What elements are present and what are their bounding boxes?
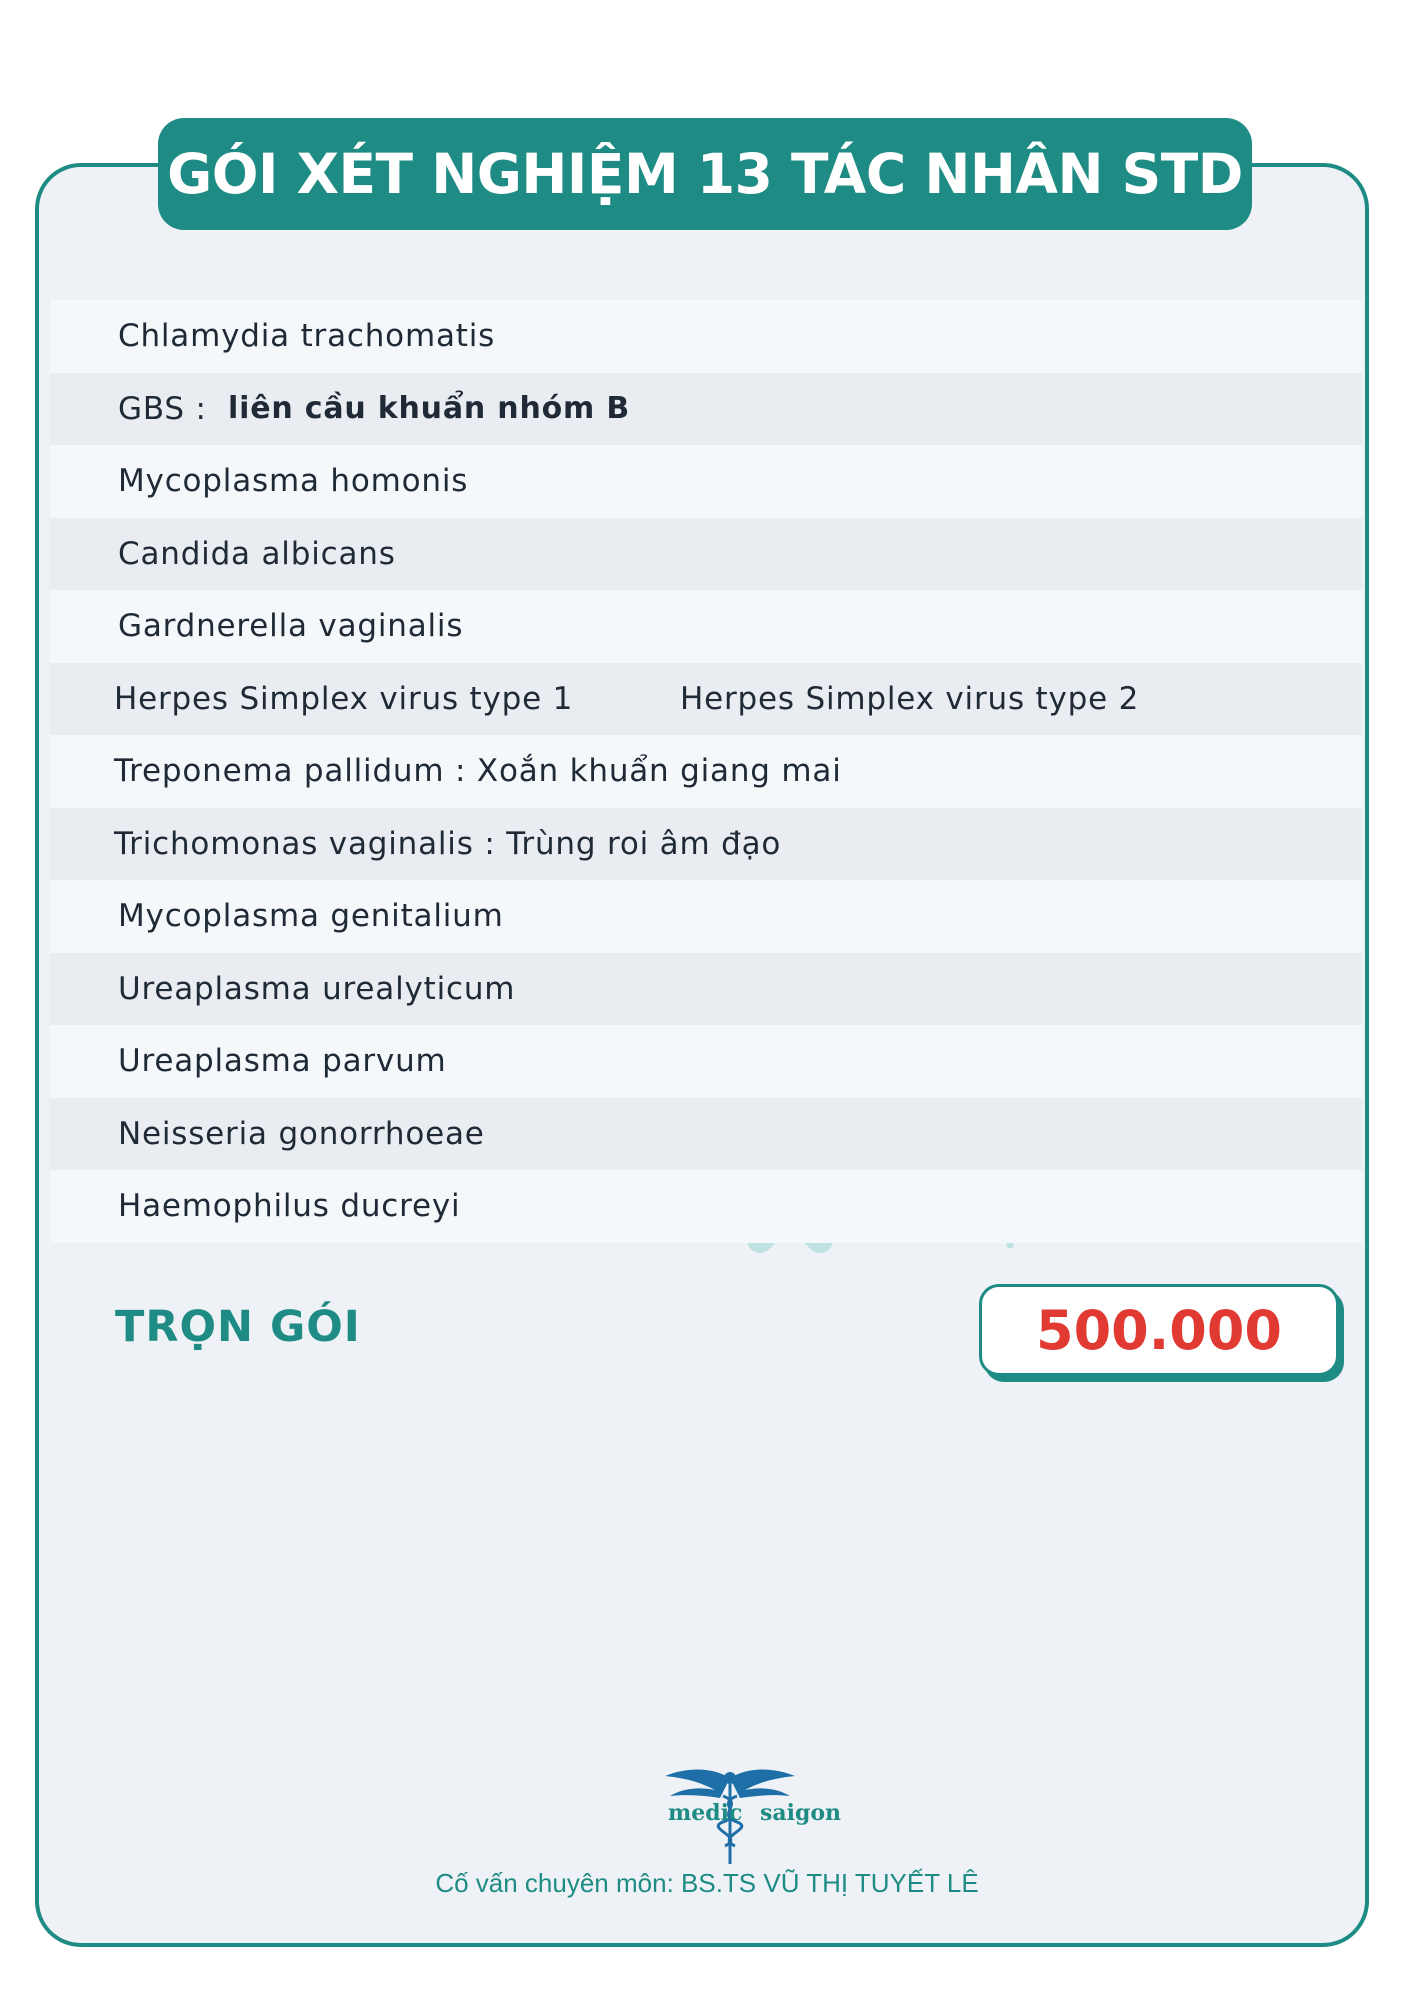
- logo-text-left: medic: [668, 1800, 743, 1826]
- list-item: Gardnerella vaginalis: [50, 590, 1362, 663]
- logo-text-right: saigon: [760, 1800, 842, 1826]
- list-item: Herpes Simplex virus type 1 Herpes Simplex virus type 2: [50, 663, 1362, 736]
- list-item: Trichomonas vaginalis : Trùng roi âm đạo: [50, 808, 1362, 881]
- list-item: Candida albicans: [50, 518, 1362, 591]
- list-item: Mycoplasma genitalium: [50, 880, 1362, 953]
- list-item: Chlamydia trachomatis: [50, 300, 1362, 373]
- list-item: Ureaplasma urealyticum: [50, 953, 1362, 1026]
- list-item: Neisseria gonorrhoeae: [50, 1098, 1362, 1171]
- list-item: GBS : liên cầu khuẩn nhóm B: [50, 373, 1362, 446]
- list-item: Haemophilus ducreyi: [50, 1170, 1362, 1243]
- price-badge: 500.000: [979, 1284, 1339, 1376]
- list-item: Ureaplasma parvum: [50, 1025, 1362, 1098]
- list-item: Mycoplasma homonis: [50, 445, 1362, 518]
- list-item: Treponema pallidum : Xoắn khuẩn giang mai: [50, 735, 1362, 808]
- advisor-credit: Cố vấn chuyên môn: BS.TS VŨ THỊ TUYẾT LÊ: [435, 1868, 979, 1898]
- package-title: GÓI XÉT NGHIỆM 13 TÁC NHÂN STD: [158, 118, 1252, 230]
- package-label: TRỌN GÓI: [115, 1302, 361, 1352]
- test-list: [50, 300, 1362, 1243]
